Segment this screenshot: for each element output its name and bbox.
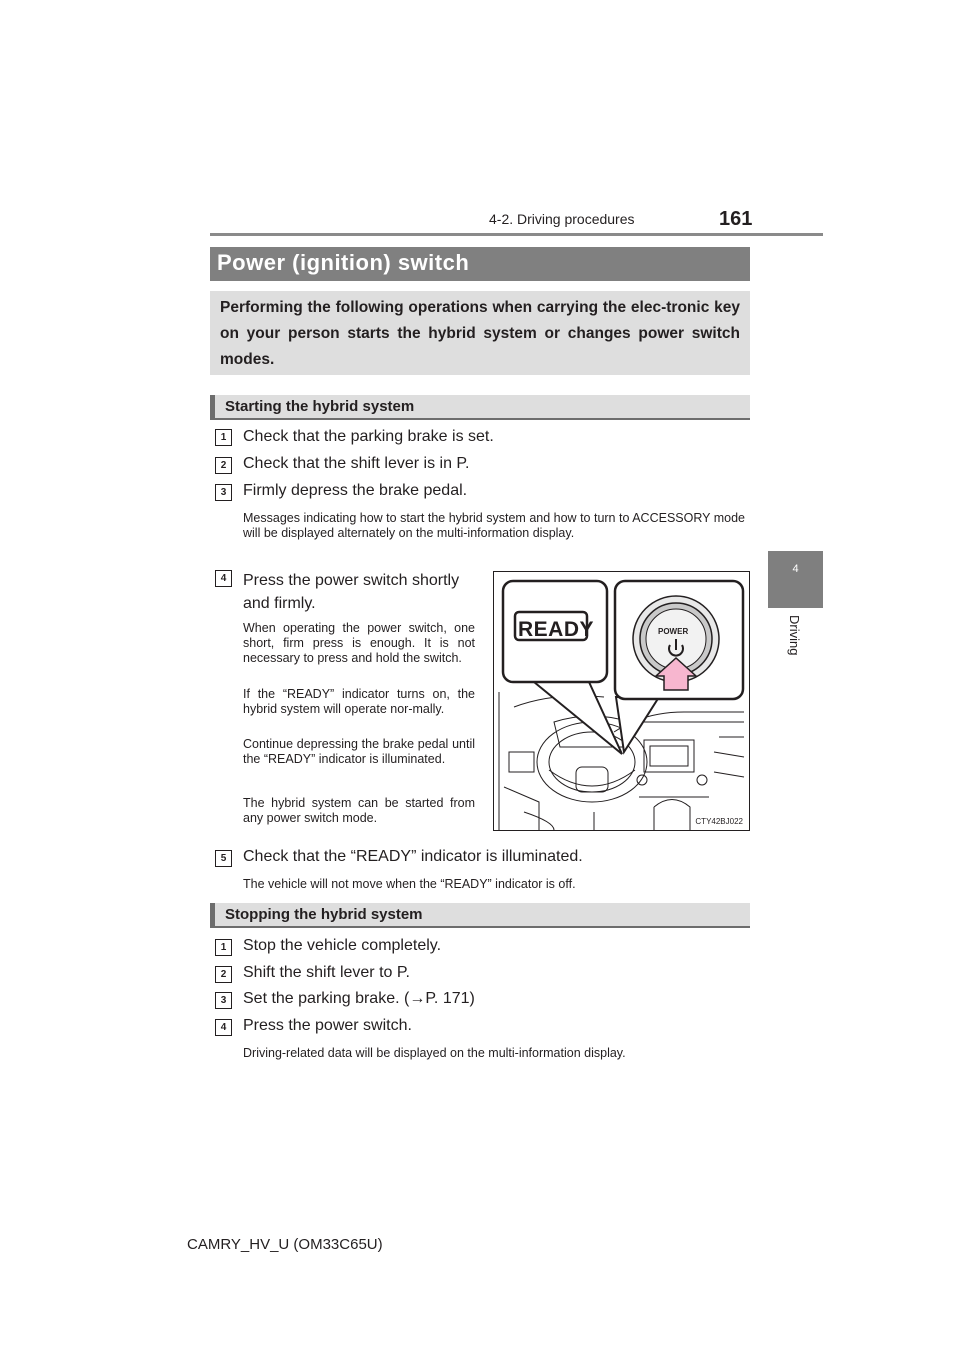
header-rule (210, 233, 823, 236)
section-title: 4-2. Driving procedures (489, 211, 635, 227)
subheading-stopping (210, 903, 750, 928)
chapter-number: 4 (792, 563, 799, 575)
subheading-starting-text: Starting the hybrid system (225, 398, 415, 415)
step-text: Set the parking brake. (→P. 171) (243, 990, 475, 1007)
step-text: Press the power switch. (243, 1017, 412, 1034)
step-number: 4 (215, 570, 232, 587)
step-note: Messages indicating how to start the hybrid system and how to turn to ACCESSORY mode will be displayed alternately on the multi-information display. (243, 511, 745, 540)
step-number: 5 (215, 850, 232, 867)
step-number: 2 (215, 966, 232, 983)
subheading-starting (210, 395, 750, 420)
figure-code: CTY42BJ022 (695, 817, 743, 826)
dashboard-illustration (494, 572, 749, 830)
intro-text: Performing the following operations when carrying the elec-tronic key on your person starts the hybrid system or changes power switch modes. (220, 299, 740, 368)
step-number: 3 (215, 484, 232, 501)
step-note: The vehicle will not move when the “READY” indicator is off. (243, 877, 576, 891)
step-note: The hybrid system can be started from any power switch mode. (243, 796, 475, 825)
step-text: Check that the “READY” indicator is illuminated. (243, 848, 583, 865)
page-title: Power (ignition) switch (217, 250, 470, 275)
step-text: Check that the parking brake is set. (243, 428, 494, 445)
step-note: Driving-related data will be displayed on the multi-information display. (243, 1046, 626, 1060)
step-text: Stop the vehicle completely. (243, 937, 442, 954)
step-text: Press the power switch shortly and firmly. (243, 572, 460, 612)
subheading-stopping-text: Stopping the hybrid system (225, 906, 423, 923)
step-text: Firmly depress the brake pedal. (243, 482, 468, 499)
step-note: When operating the power switch, one short, firm press is enough. It is not necessary to press and hold the switch. (243, 621, 475, 665)
intro-box (210, 291, 750, 375)
page-number: 161 (719, 208, 753, 230)
ready-indicator-label: READY (518, 618, 595, 641)
step-text: Shift the shift lever to P. (243, 964, 410, 981)
power-button-label: POWER (658, 627, 689, 636)
chapter-tab (768, 551, 823, 608)
step-note: If the “READY” indicator turns on, the hybrid system will operate nor-mally. (243, 687, 475, 716)
step-text: Check that the shift lever is in P. (243, 455, 470, 472)
step-number: 1 (215, 939, 232, 956)
step-number: 1 (215, 429, 232, 446)
footer-model-code: CAMRY_HV_U (OM33C65U) (187, 1236, 383, 1253)
chapter-label: Driving (787, 615, 802, 656)
step-number: 2 (215, 457, 232, 474)
figure-power-switch (493, 571, 750, 831)
step-number: 3 (215, 992, 232, 1009)
page-title-bar (210, 247, 750, 281)
chapter-label-box (768, 615, 823, 675)
step-note: Continue depressing the brake pedal until the “READY” indicator is illuminated. (243, 737, 475, 766)
step-number: 4 (215, 1019, 232, 1036)
